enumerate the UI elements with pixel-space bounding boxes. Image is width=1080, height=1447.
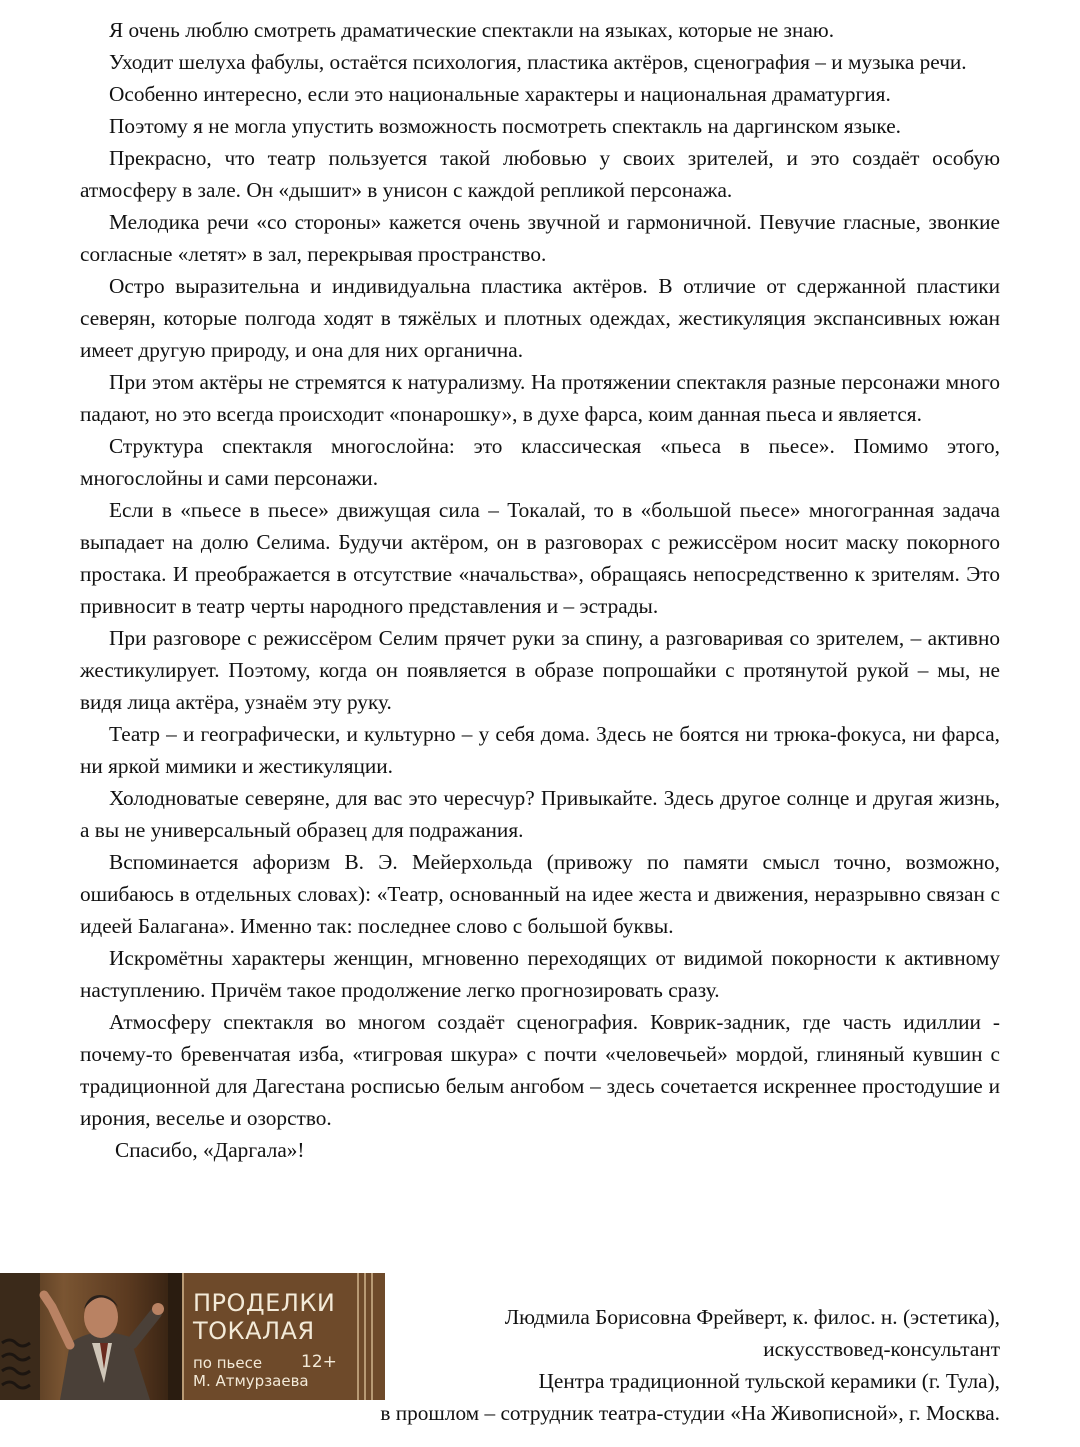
signature-line: в прошлом – сотрудник театра-студии «На Живописной», г. Москва.	[380, 1401, 1000, 1425]
paragraph: Структура спектакля многослойна: это классическая «пьеса в пьесе». Помимо этого, многослойны и сами персонажи.	[80, 434, 1000, 490]
age-rating-badge: 12+	[301, 1352, 337, 1372]
signature-line: Людмила Борисовна Фрейверт, к. филос. н. (эстетика),	[504, 1305, 1000, 1329]
paragraph: Холодноватые северяне, для вас это чересчур? Привыкайте. Здесь другое солнце и другая жизнь, а вы не универсальный образец для подражания.	[80, 786, 1000, 842]
paragraph: Театр – и географически, и культурно – у себя дома. Здесь не боятся ни трюка-фокуса, ни фарса, ни яркой мимики и жестикуляции.	[80, 722, 1000, 778]
paragraph: Если в «пьесе в пьесе» движущая сила – Токалай, то в «большой пьесе» многогранная задача выпадает на долю Селима. Будучи актёром, он в разговорах с режиссёром носит маску покорного простака. И преображается в отсутствие «начальства», обращаясь непосредственно к зрителям. Это привносит в театр черты народного представления и – эстрады.	[80, 498, 1000, 618]
paragraph: Атмосферу спектакля во многом создаёт сценография. Коврик-задник, где часть идиллии - почему-то бревенчатая изба, «тигровая шкура» с почти «человечьей» мордой, глиняный кувшин с традиционной для Дагестана росписью белым ангобом – здесь сочетается искреннее простодушие и ирония, веселье и озорство.	[80, 1010, 1000, 1130]
actor-figure-illustration	[0, 1273, 182, 1400]
paragraph: При этом актёры не стремятся к натурализму. На протяжении спектакля разные персонажи много падают, но это всегда происходит «понарошку», в духе фарса, коим данная пьеса и является.	[80, 370, 1000, 426]
paragraph: Прекрасно, что театр пользуется такой любовью у своих зрителей, и это создаёт особую атмосферу в зале. Он «дышит» в унисон с каждой репликой персонажа.	[80, 146, 1000, 202]
paragraph: При разговоре с режиссёром Селим прячет руки за спину, а разговаривая со зрителем, – активно жестикулирует. Поэтому, когда он появляется в образе попрошайки с протянутой рукой – мы, не видя лица актёра, узнаём эту руку.	[80, 626, 1000, 714]
paragraph: Поэтому я не могла упустить возможность посмотреть спектакль на даргинском языке.	[109, 114, 901, 138]
poster-subtitle-line: по пьесе	[193, 1354, 263, 1372]
actor-photo	[0, 1273, 182, 1400]
paragraph: Мелодика речи «со стороны» кажется очень звучной и гармоничной. Певучие гласные, звонкие согласные «летят» в зал, перекрывая пространство.	[80, 210, 1000, 266]
paragraph: Вспоминается афоризм В. Э. Мейерхольда (привожу по памяти смысл точно, возможно, ошибаюсь в отдельных словах): «Театр, основанный на идее жеста и движения, неразрывно связан с идеей Балагана». Именно так: последнее слово с большой буквы.	[80, 850, 1000, 938]
signature-line: искусствовед-консультант	[763, 1337, 1000, 1361]
poster-title-line: ТОКАЛАЯ	[193, 1317, 315, 1345]
article-body	[80, 14, 1000, 1166]
author-signature	[240, 1301, 1000, 1429]
paragraph: Остро выразительна и индивидуальна пластика актёров. В отличие от сдержанной пластики северян, которые полгода ходят в тяжёлых и плотных одеждах, жестикуляция экспансивных южан имеет другую природу, и она для них органична.	[80, 274, 1000, 362]
paragraph: Я очень люблю смотреть драматические спектакли на языках, которые не знаю.	[109, 18, 835, 42]
paragraph: Уходит шелуха фабулы, остаётся психология, пластика актёров, сценография – и музыка речи.	[109, 50, 967, 74]
paragraph: Искромётны характеры женщин, мгновенно переходящих от видимой покорности к активному наступлению. Причём такое продолжение легко прогнозировать сразу.	[80, 946, 1000, 1002]
paragraph: Особенно интересно, если это национальные характеры и национальная драматургия.	[109, 82, 891, 106]
signature-line: Центра традиционной тульской керамики (г. Тула),	[538, 1369, 1000, 1393]
poster-divider	[182, 1273, 184, 1400]
poster-title-line: ПРОДЕЛКИ	[193, 1289, 336, 1317]
poster-subtitle-line: М. Атмурзаева	[193, 1372, 309, 1390]
closing-thanks: Спасибо, «Даргала»!	[115, 1138, 305, 1162]
